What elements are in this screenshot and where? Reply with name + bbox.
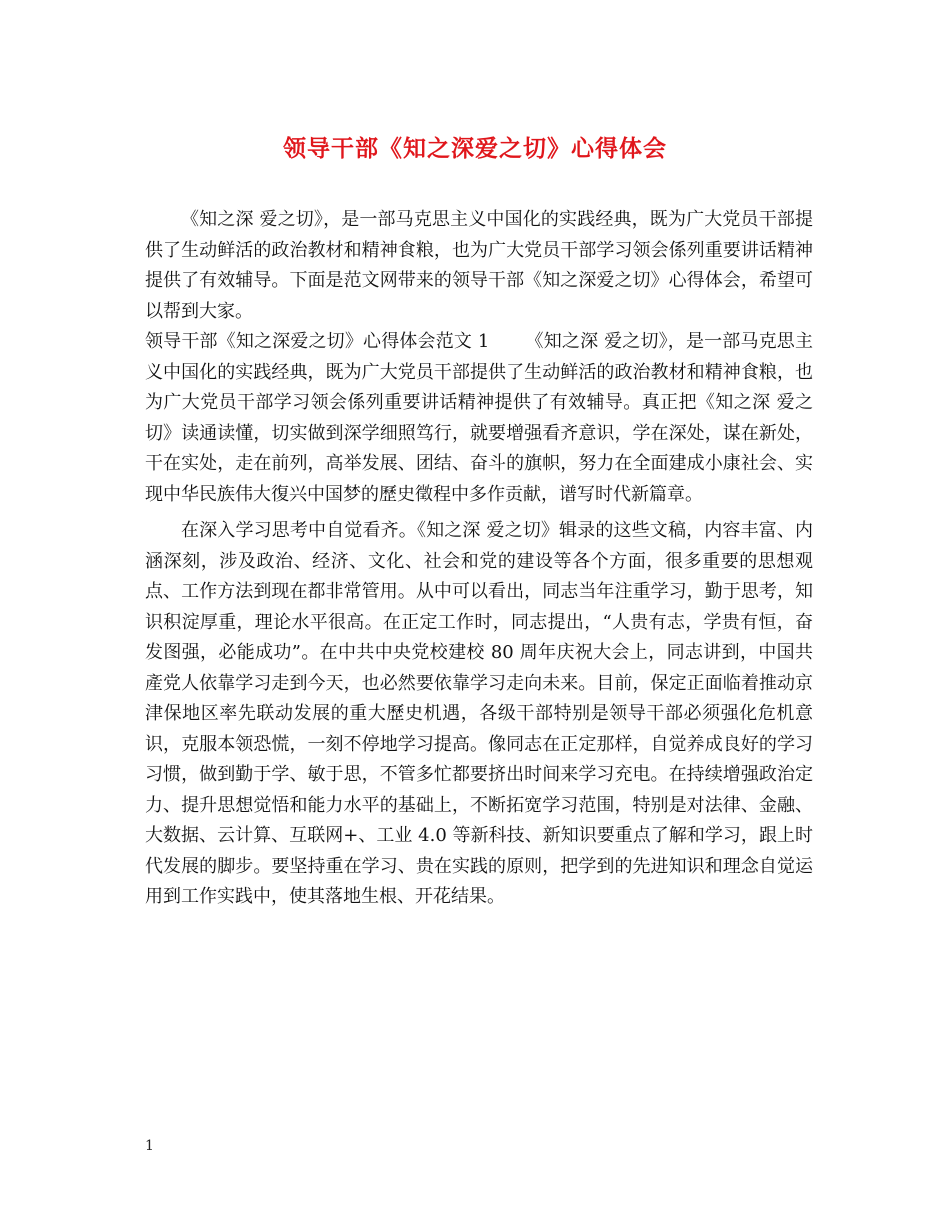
document-body bbox=[145, 205, 813, 913]
body-paragraph-2: 在深入学习思考中自觉看齐。《知之深 爱之切》辑录的这些文稿，内容丰富、内涵深刻，涉及政治、经济、文化、社会和党的建设等各个方面，很多重要的思想观点、工作方法到现在都非常管用。从中可以看出，同志当年注重学习，勤于思考，知识积淀厚重，理论水平很高。在正定工作时，同志提出，“人贵有志，学贵有恒，奋发图强，必能成功”。在中共中央党校建校 80 周年庆祝大会上，同志讲到，中国共產党人依靠学习走到今天，也必然要依靠学习走向未来。目前，保定正面临着推动京津保地区率先联动发展的重大歷史机遇，各级干部特别是领导干部必须强化危机意识，克服本领恐慌，一刻不停地学习提高。像同志在正定那样，自觉养成良好的学习习惯，做到勤于学、敏于思，不管多忙都要挤出时间来学习充电。在持续增强政治定力、提升思想觉悟和能力水平的基础上，不断拓宽学习范围，特别是对法律、金融、大数据、云计算、互联网+、工业 4.0 等新科技、新知识要重点了解和学习，跟上时代发展的脚步。要坚持重在学习、贵在实践的原则，把学到的先进知识和理念自觉运用到工作实践中，使其落地生根、开花结果。 bbox=[145, 520, 813, 907]
section-text: 《知之深 爱之切》，是一部马克思主义中国化的实践经典，既为广大党员干部提供了生动鲜活的政治教材和精神食粮，也为广大党员干部学习领会係列重要讲话精神提供了有效辅导。真正把《知之深 爱之切》读通读懂，切实做到深学细照笃行，就要增强看齐意识，学在深处，谋在新处，干在实处，走在前列，高举发展、团结、奋斗的旗帜，努力在全面建成小康社会、实现中华民族伟大復兴中国梦的歷史徵程中多作贡献，谱写时代新篇章。 bbox=[145, 331, 813, 505]
section-paragraph bbox=[145, 327, 813, 510]
section-heading: 领导干部《知之深爱之切》心得体会范文 1 bbox=[145, 331, 490, 352]
document-title: 领导干部《知之深爱之切》心得体会 bbox=[283, 135, 667, 162]
intro-paragraph: 《知之深 爱之切》，是一部马克思主义中国化的实践经典，既为广大党员干部提供了生动鲜活的政治教材和精神食粮，也为广大党员干部学习领会係列重要讲话精神提供了有效辅导。下面是范文网带来的领导干部《知之深爱之切》心得体会，希望可以帮到大家。 bbox=[145, 209, 813, 322]
page-number: 1 bbox=[145, 1138, 154, 1154]
